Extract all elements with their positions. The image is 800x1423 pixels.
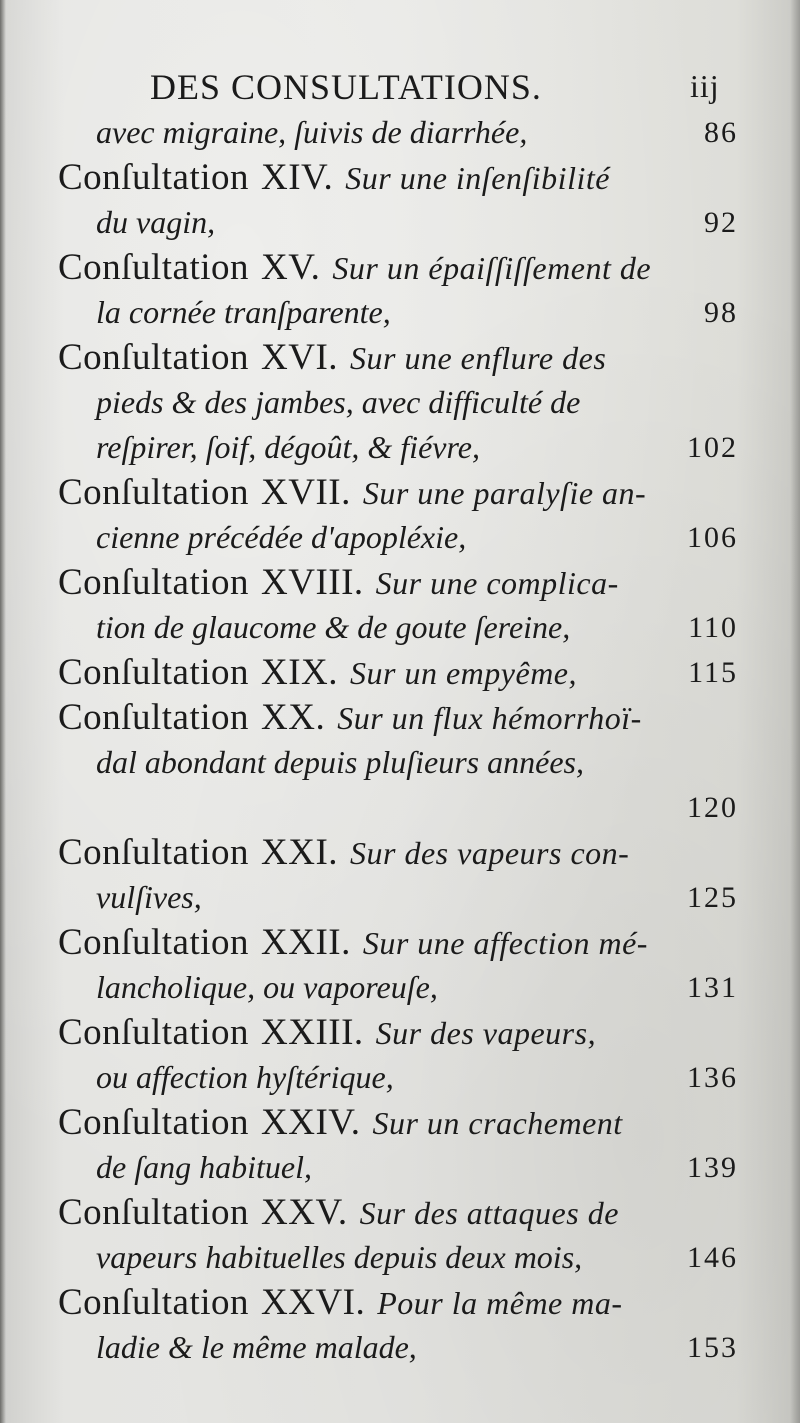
description-continuation: avec migraine, ſuivis de diarrhée, [96,114,528,150]
consultation-description: Sur une enflure des [350,340,607,376]
consultation-number: XXIV. [261,1102,361,1143]
table-of-contents [0,110,800,1370]
consultation-heading [58,470,646,516]
toc-line [0,335,800,380]
page-reference: 131 [687,971,738,1004]
toc-line [0,920,800,965]
description-continuation: lancholique, ou vaporeuſe, [96,969,438,1005]
consultation-number: XIX. [261,652,339,693]
consultation-label: Conſultation [58,472,249,513]
consultation-description: Sur un épaiſſiſſement de [332,250,652,286]
description-continuation: ou affection hyſtérique, [96,1059,394,1095]
toc-line [0,785,800,830]
consultation-label: Conſultation [58,337,249,378]
consultation-number: XVI. [261,337,339,378]
toc-line [0,155,800,200]
page-reference: 86 [704,116,738,149]
consultation-label: Conſultation [58,157,249,198]
running-title: DES CONSULTATIONS. [150,67,542,107]
toc-line [0,875,800,920]
toc-line [0,650,800,695]
description-continuation: vulſives, [96,879,202,915]
page-reference: 139 [687,1151,738,1184]
page-reference: 102 [687,431,738,464]
consultation-number: XVII. [261,472,351,513]
page-reference: 98 [704,296,738,329]
toc-line [0,200,800,245]
consultation-heading [58,920,648,966]
toc-line [0,1055,800,1100]
description-continuation: tion de glaucome & de goute ſereine, [96,609,571,645]
consultation-number: XXI. [261,832,339,873]
consultation-heading [58,1100,623,1146]
consultation-heading [58,1190,619,1236]
consultation-number: XXII. [261,922,351,963]
consultation-number: XXIII. [261,1012,364,1053]
consultation-description: Sur un crachement [372,1105,623,1141]
description-continuation: pieds & des jambes, avec difficulté de [96,384,581,420]
toc-line [0,830,800,875]
consultation-heading [58,560,619,606]
description-continuation: dal abondant depuis pluſieurs années, [96,744,584,780]
toc-line [0,605,800,650]
consultation-description: Sur une affection mé- [362,925,648,961]
consultation-label: Conſultation [58,1192,249,1233]
consultation-label: Conſultation [58,562,249,603]
consultation-label: Conſultation [58,247,249,288]
description-continuation: ladie & le même malade, [96,1329,417,1365]
toc-line [0,1280,800,1325]
consultation-description: Pour la même ma- [377,1285,623,1321]
consultation-description: Sur une complica- [375,565,619,601]
consultation-heading [58,155,610,201]
consultation-heading [58,830,629,876]
page-reference: 92 [704,206,738,239]
consultation-label: Conſultation [58,1102,249,1143]
toc-line [0,425,800,470]
toc-line [0,695,800,740]
consultation-heading [58,335,606,381]
page-reference: 106 [687,521,738,554]
description-continuation: vapeurs habituelles depuis deux mois, [96,1239,583,1275]
page-reference: 125 [687,881,738,914]
consultation-description: Sur un empyême, [350,655,577,691]
folio-number: iij [690,68,720,104]
consultation-label: Conſultation [58,697,249,738]
toc-line [0,1010,800,1055]
toc-line [0,1100,800,1145]
toc-line [0,1235,800,1280]
toc-line [0,110,800,155]
consultation-label: Conſultation [58,1012,249,1053]
toc-line [0,380,800,425]
consultation-label: Conſultation [58,652,249,693]
consultation-number: XVIII. [261,562,364,603]
toc-line [0,1145,800,1190]
description-continuation: du vagin, [96,204,216,240]
consultation-description: Sur des vapeurs con- [350,835,630,871]
page-reference: 136 [687,1061,738,1094]
toc-line [0,740,800,785]
consultation-number: XIV. [261,157,334,198]
consultation-description: Sur une paralyſie an- [362,475,647,511]
consultation-description: Sur un flux hémorrhoï- [337,700,642,736]
description-continuation: cienne précédée d'apopléxie, [96,519,467,555]
consultation-heading [58,650,577,696]
consultation-number: XXVI. [261,1282,366,1323]
consultation-heading [58,245,651,291]
consultation-number: XX. [261,697,326,738]
toc-line [0,1190,800,1235]
consultation-label: Conſultation [58,1282,249,1323]
consultation-description: Sur des attaques de [359,1195,619,1231]
consultation-label: Conſultation [58,832,249,873]
page-reference: 153 [687,1331,738,1364]
toc-line [0,470,800,515]
toc-line [0,290,800,335]
toc-line [0,245,800,290]
description-continuation: de ſang habituel, [96,1149,312,1185]
toc-line [0,515,800,560]
consultation-number: XXV. [261,1192,348,1233]
toc-line [0,560,800,605]
page-reference: 110 [688,611,738,644]
consultation-number: XV. [261,247,321,288]
consultation-heading [58,1280,623,1326]
page-reference: 146 [687,1241,738,1274]
page-reference: 115 [688,656,738,689]
description-continuation: reſpirer, ſoif, dégoût, & fiévre, [96,429,480,465]
consultation-heading [58,695,642,741]
consultation-heading [58,1010,596,1056]
consultation-description: Sur une inſenſibilité [345,160,610,196]
page-reference: 120 [687,791,738,824]
toc-line [0,1325,800,1370]
toc-line [0,965,800,1010]
description-continuation: la cornée tranſparente, [96,294,391,330]
consultation-description: Sur des vapeurs, [375,1015,597,1051]
consultation-label: Conſultation [58,922,249,963]
